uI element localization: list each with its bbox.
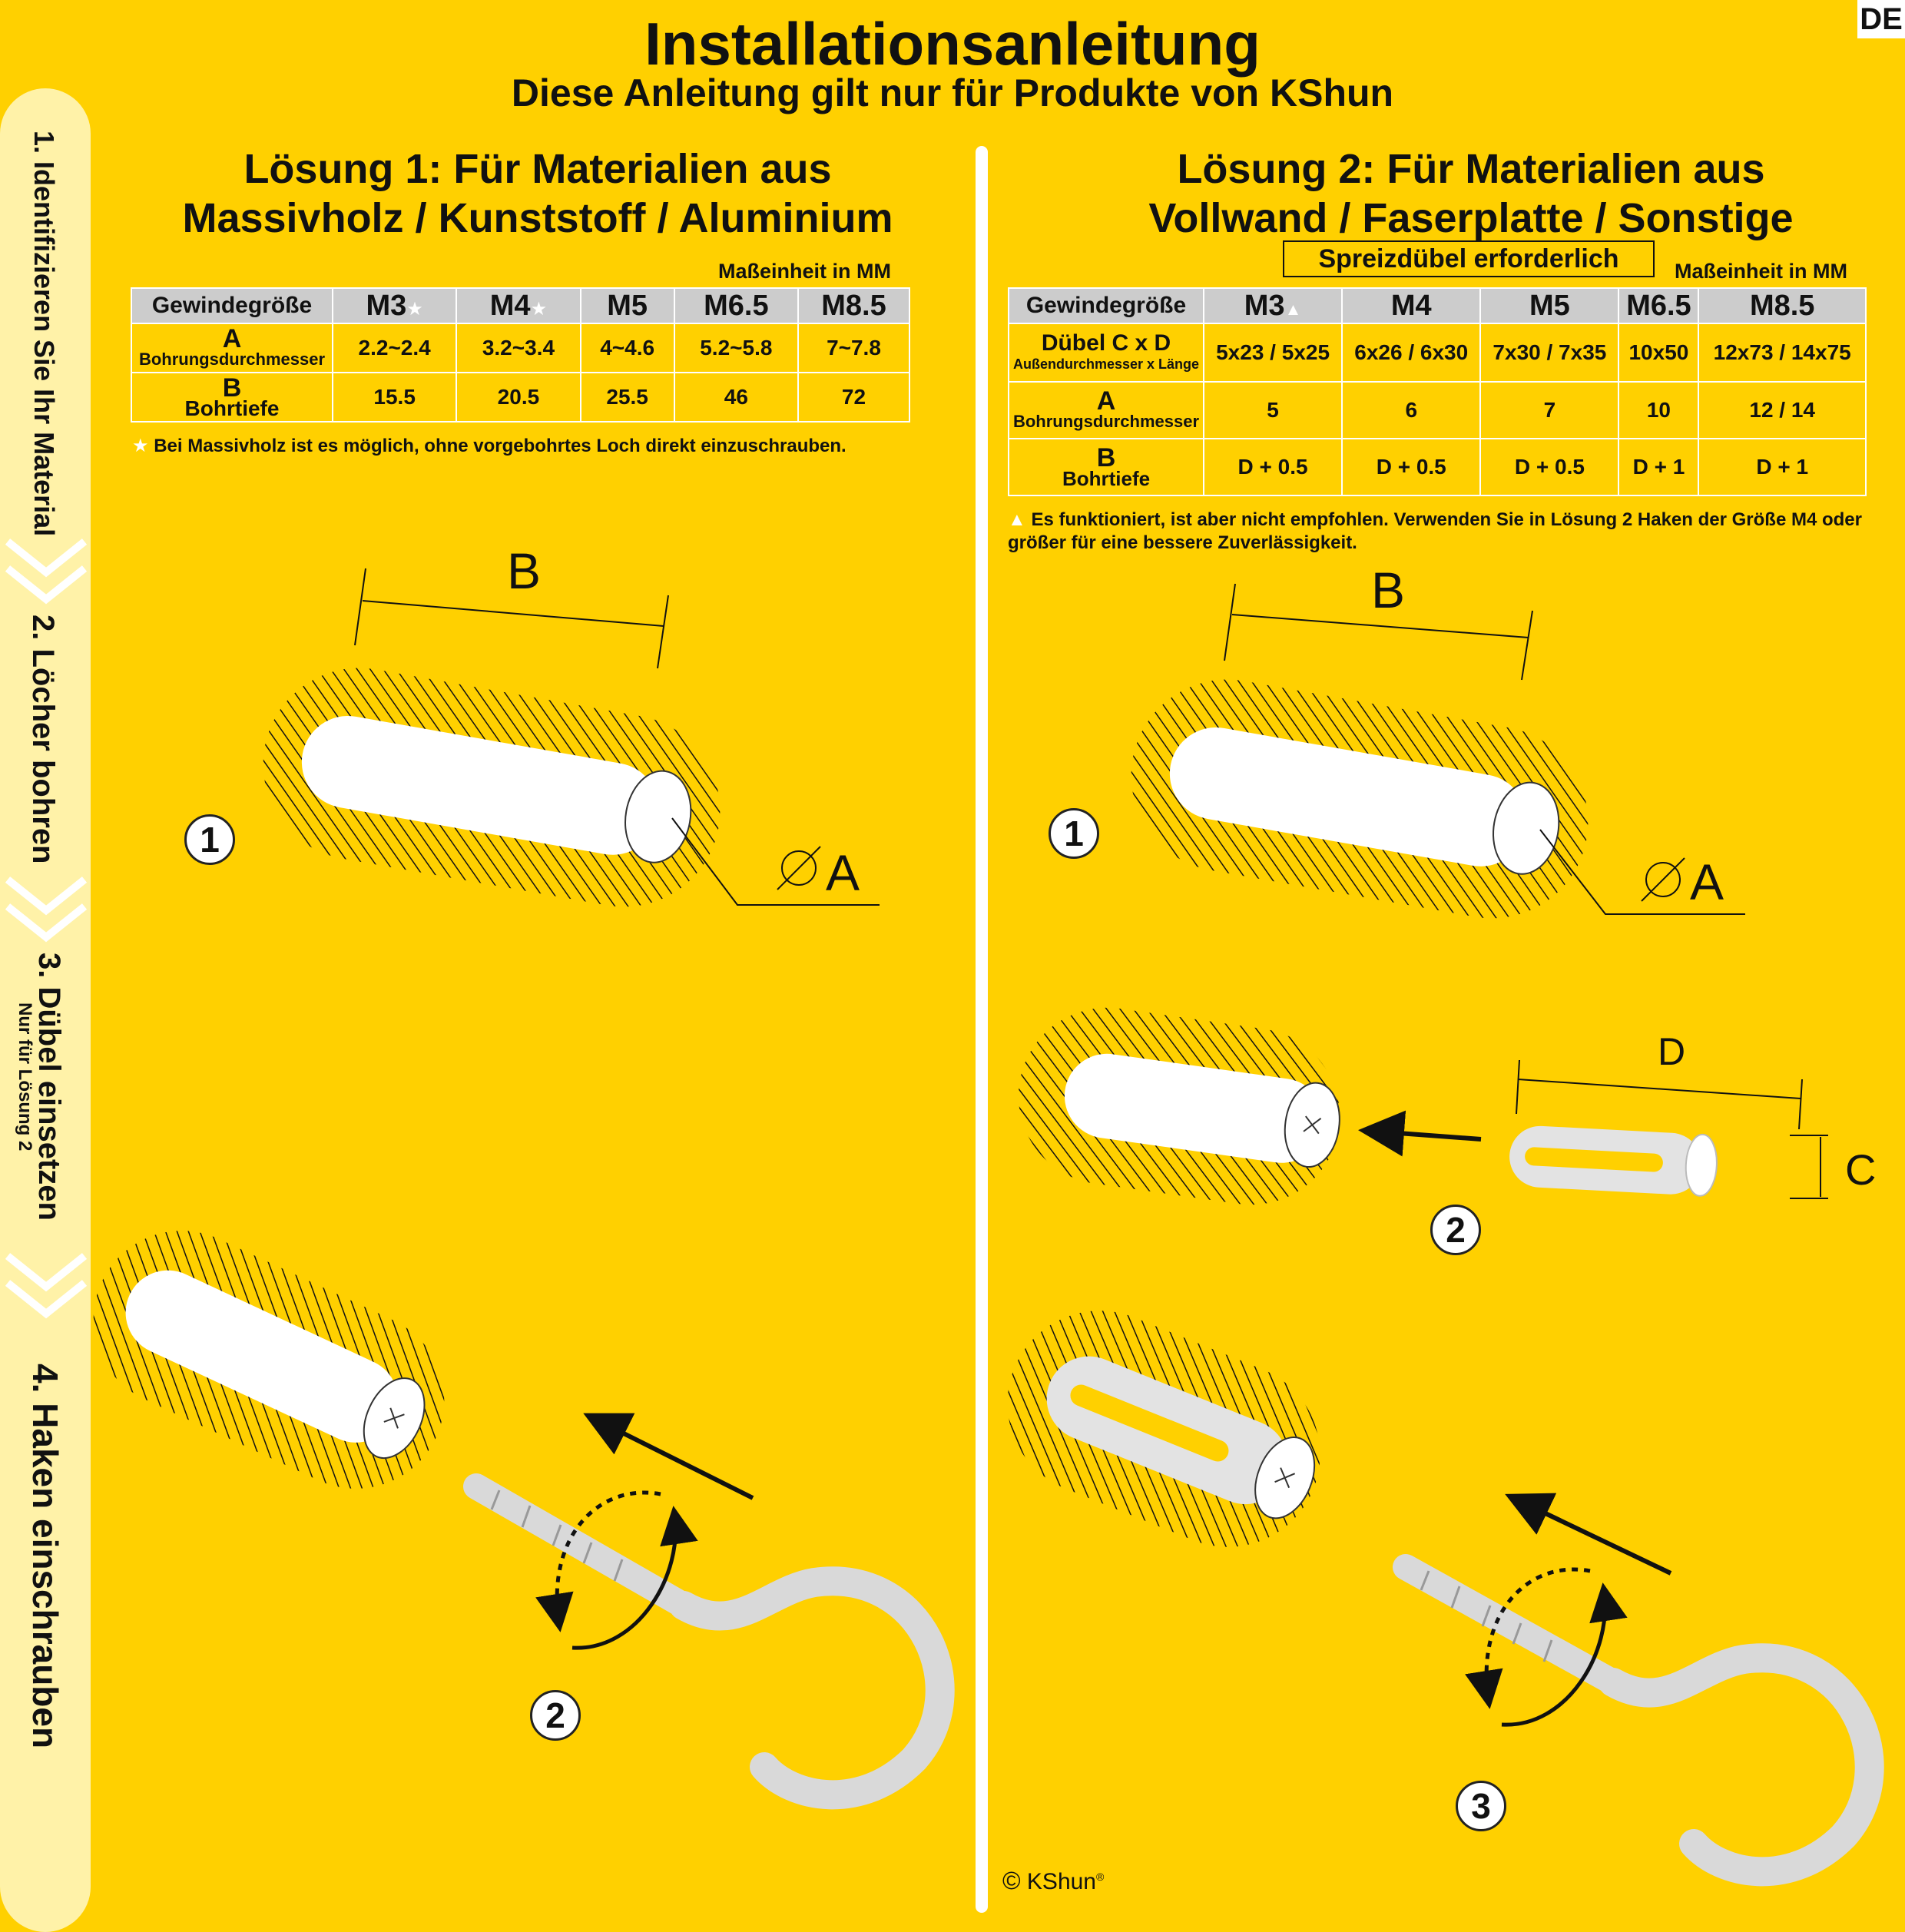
table-cell: 5.2~5.8 (674, 323, 798, 373)
table-cell: 2.2~2.4 (333, 323, 456, 373)
table-header-cell: M6.5 (674, 288, 798, 323)
table-header-cell: Gewindegröße (1009, 288, 1204, 323)
note-text: Es funktioniert, ist aber nicht empfohlen. Verwenden Sie in Lösung 2 Haken der Größe M4 oder größer für eine bessere Zuverlässigkeit. (1008, 509, 1862, 553)
step-1-label: 1. Identifizieren Sie Ihr Material (28, 131, 60, 537)
table-cell: 12x73 / 14x75 (1698, 323, 1866, 382)
table-header-cell: Gewindegröße (131, 288, 333, 323)
star-icon: ★ (132, 436, 149, 456)
solution-1-heading-line1: Lösung 1: Für Materialien aus (244, 146, 832, 192)
row-label-main: B (222, 373, 242, 403)
table-cell: D + 0.5 (1342, 439, 1480, 495)
table-cell: 72 (798, 373, 909, 422)
table-header-cell: M8.5 (798, 288, 909, 323)
drill-hole-illustration (1007, 996, 1351, 1216)
table-cell: D + 1 (1698, 439, 1866, 495)
insert-arrow (591, 1417, 753, 1498)
table-cell: 15.5 (333, 373, 456, 422)
copyright (1002, 1867, 1104, 1895)
triangle-icon: ▲ (1284, 299, 1302, 319)
size-m4: M4 (489, 289, 531, 322)
unit-label: Maßeinheit in MM (718, 260, 891, 283)
star-icon: ★ (406, 298, 423, 320)
row-label-main: A (1096, 386, 1116, 416)
page-title: Installationsanleitung (644, 10, 1261, 78)
dimension-label-c: C (1845, 1145, 1877, 1194)
table-cell: 25.5 (581, 373, 674, 422)
step-3-label: 3. Dübel einsetzen (32, 953, 66, 1221)
row-label-sub: Bohrtiefe (184, 396, 280, 420)
table-header-cell: M8.5 (1698, 288, 1866, 323)
table-header-cell: M5 (581, 288, 674, 323)
table-header-cell: M5 (1480, 288, 1618, 323)
size-m3: M3 (366, 289, 407, 322)
table-cell: 7x30 / 7x35 (1480, 323, 1618, 382)
drill-hole-illustration (248, 653, 735, 922)
insert-arrow (1513, 1498, 1671, 1573)
row-label-sub: Bohrtiefe (1062, 467, 1151, 490)
table-cell: 7~7.8 (798, 323, 909, 373)
dimension-label-a: A (826, 844, 860, 901)
row-label-main: A (222, 324, 242, 353)
row-label-sub: Außendurchmesser x Länge (1012, 356, 1200, 372)
dimension-label-d: D (1658, 1030, 1686, 1073)
table-cell: D + 0.5 (1480, 439, 1618, 495)
table-cell: 5x23 / 5x25 (1204, 323, 1342, 382)
table-cell: 10x50 (1618, 323, 1698, 382)
table-cell: 5 (1204, 382, 1342, 439)
language-badge: DE (1857, 0, 1905, 38)
table-cell: 46 (674, 373, 798, 422)
drill-hole-illustration (1116, 664, 1603, 933)
table-cell: 20.5 (456, 373, 580, 422)
table-cell: 6x26 / 6x30 (1342, 323, 1480, 382)
registered-icon: ® (1096, 1871, 1105, 1883)
solution-1-heading-line2: Massivholz / Kunststoff / Aluminium (182, 195, 893, 241)
step-number-badge: 2 (1430, 1205, 1481, 1255)
table-cell: 3.2~3.4 (456, 323, 580, 373)
dimension-label-b: B (1371, 562, 1406, 618)
triangle-icon: ▲ (1008, 509, 1026, 530)
table-cell: 12 / 14 (1698, 382, 1866, 439)
insert-arrow (1367, 1131, 1481, 1139)
table-cell: D + 1 (1618, 439, 1698, 495)
wall-plug-illustration (1508, 1125, 1718, 1197)
row-label-main: B (1096, 443, 1116, 472)
copyright-icon: © (1002, 1867, 1021, 1894)
drill-hole-illustration (979, 1283, 1347, 1575)
table-cell: 7 (1480, 382, 1618, 439)
step-number-badge: 1 (184, 814, 235, 865)
table-cell: D + 0.5 (1204, 439, 1342, 495)
dimension-c (1790, 1135, 1828, 1198)
step-3-sublabel: Nur für Lösung 2 (15, 1002, 35, 1152)
screw-hook-illustration (476, 1486, 940, 1794)
table-cell: 6 (1342, 382, 1480, 439)
solution-2-heading-line1: Lösung 2: Für Materialien aus (1177, 146, 1765, 192)
dimension-label-b: B (507, 542, 542, 599)
step-4-label: 4. Haken einschrauben (25, 1364, 65, 1749)
step-2-label: 2. Löcher bohren (26, 615, 60, 864)
page-subtitle: Diese Anleitung gilt nur für Produkte von KShun (511, 71, 1394, 114)
step-number-badge: 1 (1049, 808, 1099, 859)
brand-name: KShun (1026, 1869, 1096, 1894)
star-icon: ★ (530, 298, 548, 320)
solution-2-heading-line2: Vollwand / Faserplatte / Sonstige (1148, 195, 1794, 241)
step-number-badge: 3 (1456, 1781, 1506, 1831)
note-text: Bei Massivholz ist es möglich, ohne vorgebohrtes Loch direkt einzuschrauben. (154, 436, 846, 456)
dowel-required-badge: Spreizdübel erforderlich (1283, 240, 1655, 277)
table-header-cell: M6.5 (1618, 288, 1698, 323)
table-header-cell: M4 (1342, 288, 1480, 323)
size-m3: M3 (1244, 289, 1285, 322)
step-number-badge: 2 (530, 1690, 581, 1741)
drill-hole-illustration (65, 1201, 473, 1517)
row-label-main: Dübel C x D (1041, 330, 1171, 356)
table-cell: 4~4.6 (581, 323, 674, 373)
row-label-sub: Bohrungsdurchmesser (138, 350, 326, 369)
unit-label: Maßeinheit in MM (1675, 260, 1847, 283)
dimension-label-a: A (1690, 853, 1724, 910)
table-cell: 10 (1618, 382, 1698, 439)
row-label-sub: Bohrungsdurchmesser (1012, 412, 1200, 431)
